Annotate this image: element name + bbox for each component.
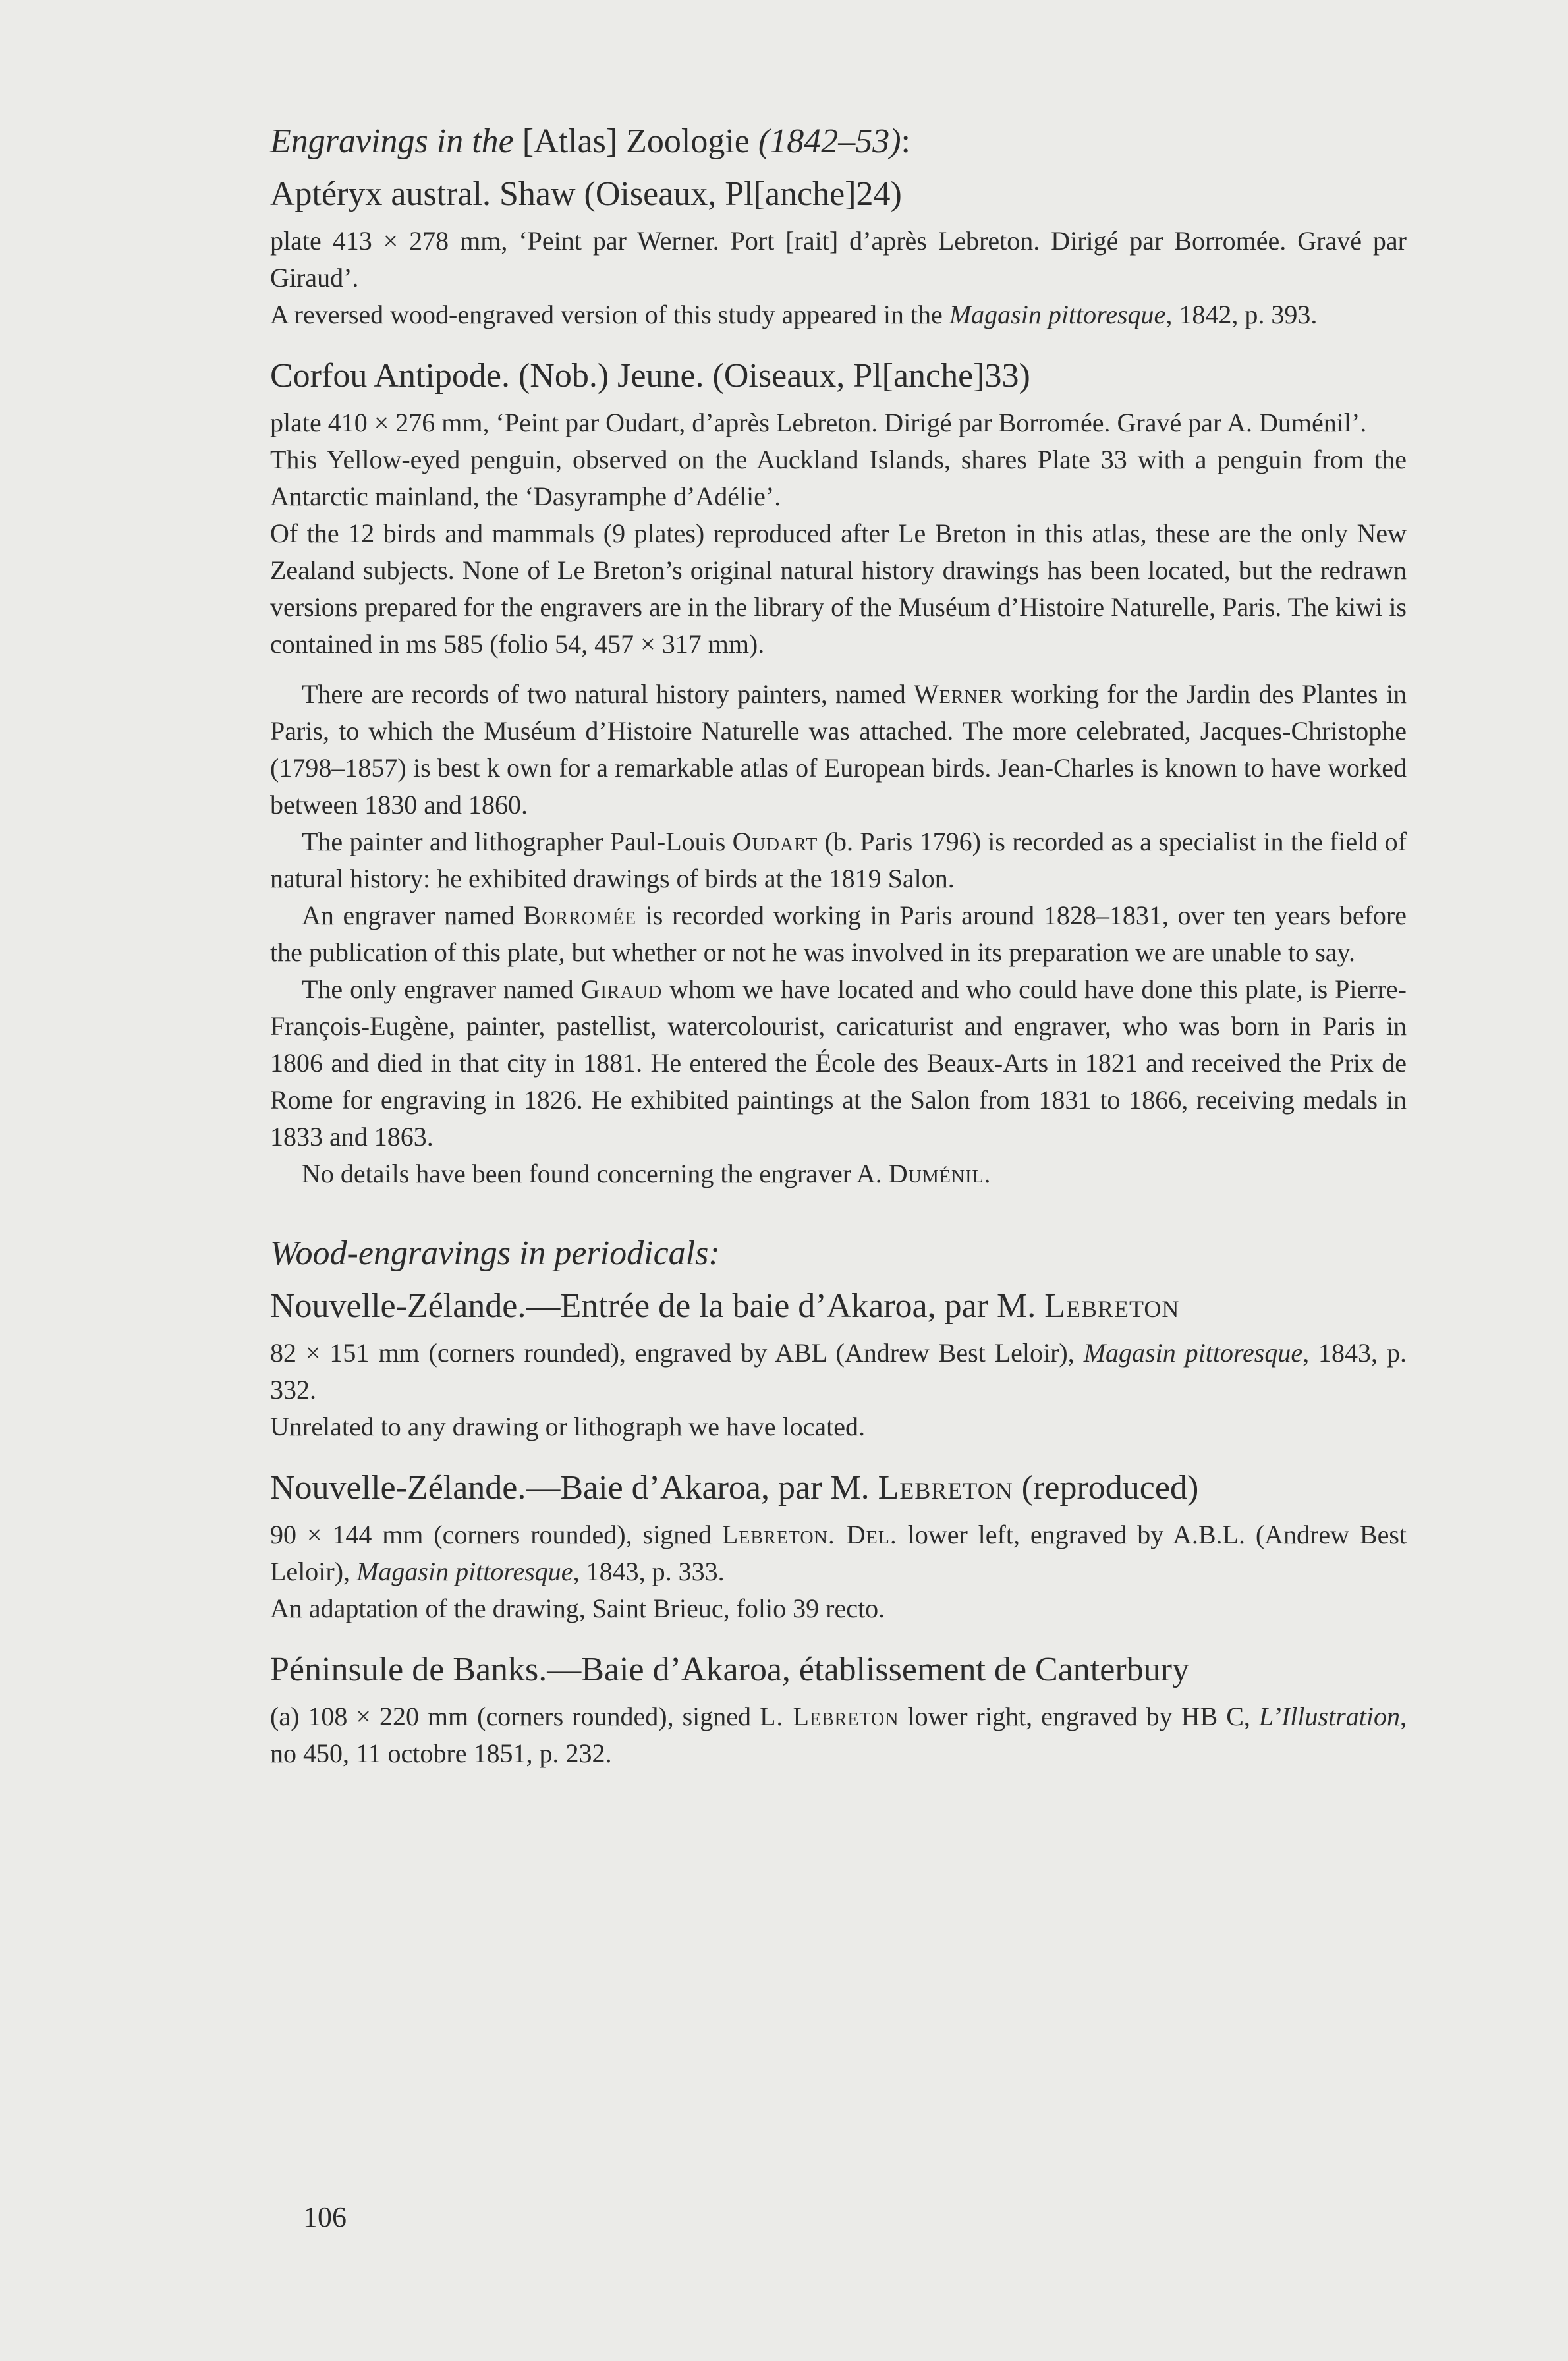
wood-title-banks: Péninsule de Banks.—Baie d’Akaroa, établissement de Canterbury — [270, 1651, 1189, 1688]
heading-engravings-colon: : — [901, 123, 910, 160]
heading-engravings-roman: [Atlas] Zoologie — [522, 123, 750, 160]
wood-title-baie: Nouvelle-Zélande.—Baie d’Akaroa, par M. Lebreton (reproduced) — [270, 1469, 1199, 1507]
page-body — [270, 119, 1407, 1772]
section-heading-engravings — [270, 119, 1407, 165]
entry-note-apteryx: A reversed wood-engraved version of this study appeared in the Magasin pittoresque, 1842, p. 393. — [270, 300, 1318, 329]
section-heading-wood: Wood-engravings in periodicals: — [270, 1235, 720, 1272]
entry-desc-apteryx: plate 413 × 278 mm, ‘Peint par Werner. Port [rait] d’après Lebreton. Dirigé par Borromée. Gravé par Giraud’. — [270, 226, 1407, 292]
wood-desc-baie: 90 × 144 mm (corners rounded), signed Lebreton. Del. lower left, engraved by A.B.L. (Andrew Best Leloir), Magasin pittoresque, 1843, p. 333. — [270, 1520, 1407, 1586]
wood-title-entree: Nouvelle-Zélande.—Entrée de la baie d’Akaroa, par M. Lebreton — [270, 1287, 1180, 1325]
entry-desc-corfou: plate 410 × 276 mm, ‘Peint par Oudart, d’après Lebreton. Dirigé par Borromée. Gravé par A. Duménil’. — [270, 408, 1367, 437]
bio-werner: There are records of two natural history painters, named Werner working for the Jardin des Plantes in Paris, to which the Muséum d’Histoire Naturelle was attached. The more celebrated, Jacques-Christophe (1798–1857) is best k own for a remarkable atlas of European birds. Jean-Charles is known to have worked between 1830 and 1860. — [270, 679, 1407, 819]
entry-note-penguin: This Yellow-eyed penguin, observed on the Auckland Islands, shares Plate 33 with a penguin from the Antarctic mainland, the ‘Dasyramphe d’Adélie’. — [270, 445, 1407, 511]
wood-note-baie: An adaptation of the drawing, Saint Brieuc, folio 39 recto. — [270, 1594, 885, 1623]
heading-engravings-italic: Engravings in the — [270, 123, 514, 160]
bio-dumenil: No details have been found concerning the engraver A. Duménil. — [302, 1159, 991, 1188]
bio-giraud: The only engraver named Giraud whom we have located and who could have done this plate, is Pierre-François-Eugène, painter, pastellist, watercolourist, caricaturist and engraver, who was born in Paris in 1806 and died in that city in 1881. He entered the École des Beaux-Arts in 1821 and received the Prix de Rome for engraving in 1826. He exhibited paintings at the Salon from 1831 to 1866, receiving medals in 1833 and 1863. — [270, 974, 1407, 1152]
heading-engravings-dates: (1842–53) — [758, 123, 901, 160]
entry-note-atlas: Of the 12 birds and mammals (9 plates) reproduced after Le Breton in this atlas, these are the only New Zealand subjects. None of Le Breton’s original natural history drawings has been located, but the redrawn versions prepared for the engravers are in the library of the Muséum d’Histoire Naturelle, Paris. The kiwi is contained in ms 585 (folio 54, 457 × 317 mm). — [270, 518, 1407, 659]
bio-borromee: An engraver named Borromée is recorded working in Paris around 1828–1831, over ten years before the publication of this plate, but whether or not he was involved in its preparation we are unable to say. — [270, 901, 1407, 967]
wood-note-entree: Unrelated to any drawing or lithograph we have located. — [270, 1412, 866, 1441]
bio-oudart: The painter and lithographer Paul-Louis Oudart (b. Paris 1796) is recorded as a specialist in the field of natural history: he exhibited drawings of birds at the 1819 Salon. — [270, 827, 1407, 893]
wood-desc-banks: (a) 108 × 220 mm (corners rounded), signed L. Lebreton lower right, engraved by HB C, L’Illustration, no 450, 11 octobre 1851, p. 232. — [270, 1702, 1407, 1768]
entry-title-corfou: Corfou Antipode. (Nob.) Jeune. (Oiseaux, Pl[anche]33) — [270, 357, 1030, 395]
page-number: 106 — [303, 2201, 347, 2233]
entry-title-apteryx: Aptéryx austral. Shaw (Oiseaux, Pl[anche]24) — [270, 175, 902, 213]
wood-desc-entree: 82 × 151 mm (corners rounded), engraved by ABL (Andrew Best Leloir), Magasin pittoresque, 1843, p. 332. — [270, 1338, 1407, 1404]
